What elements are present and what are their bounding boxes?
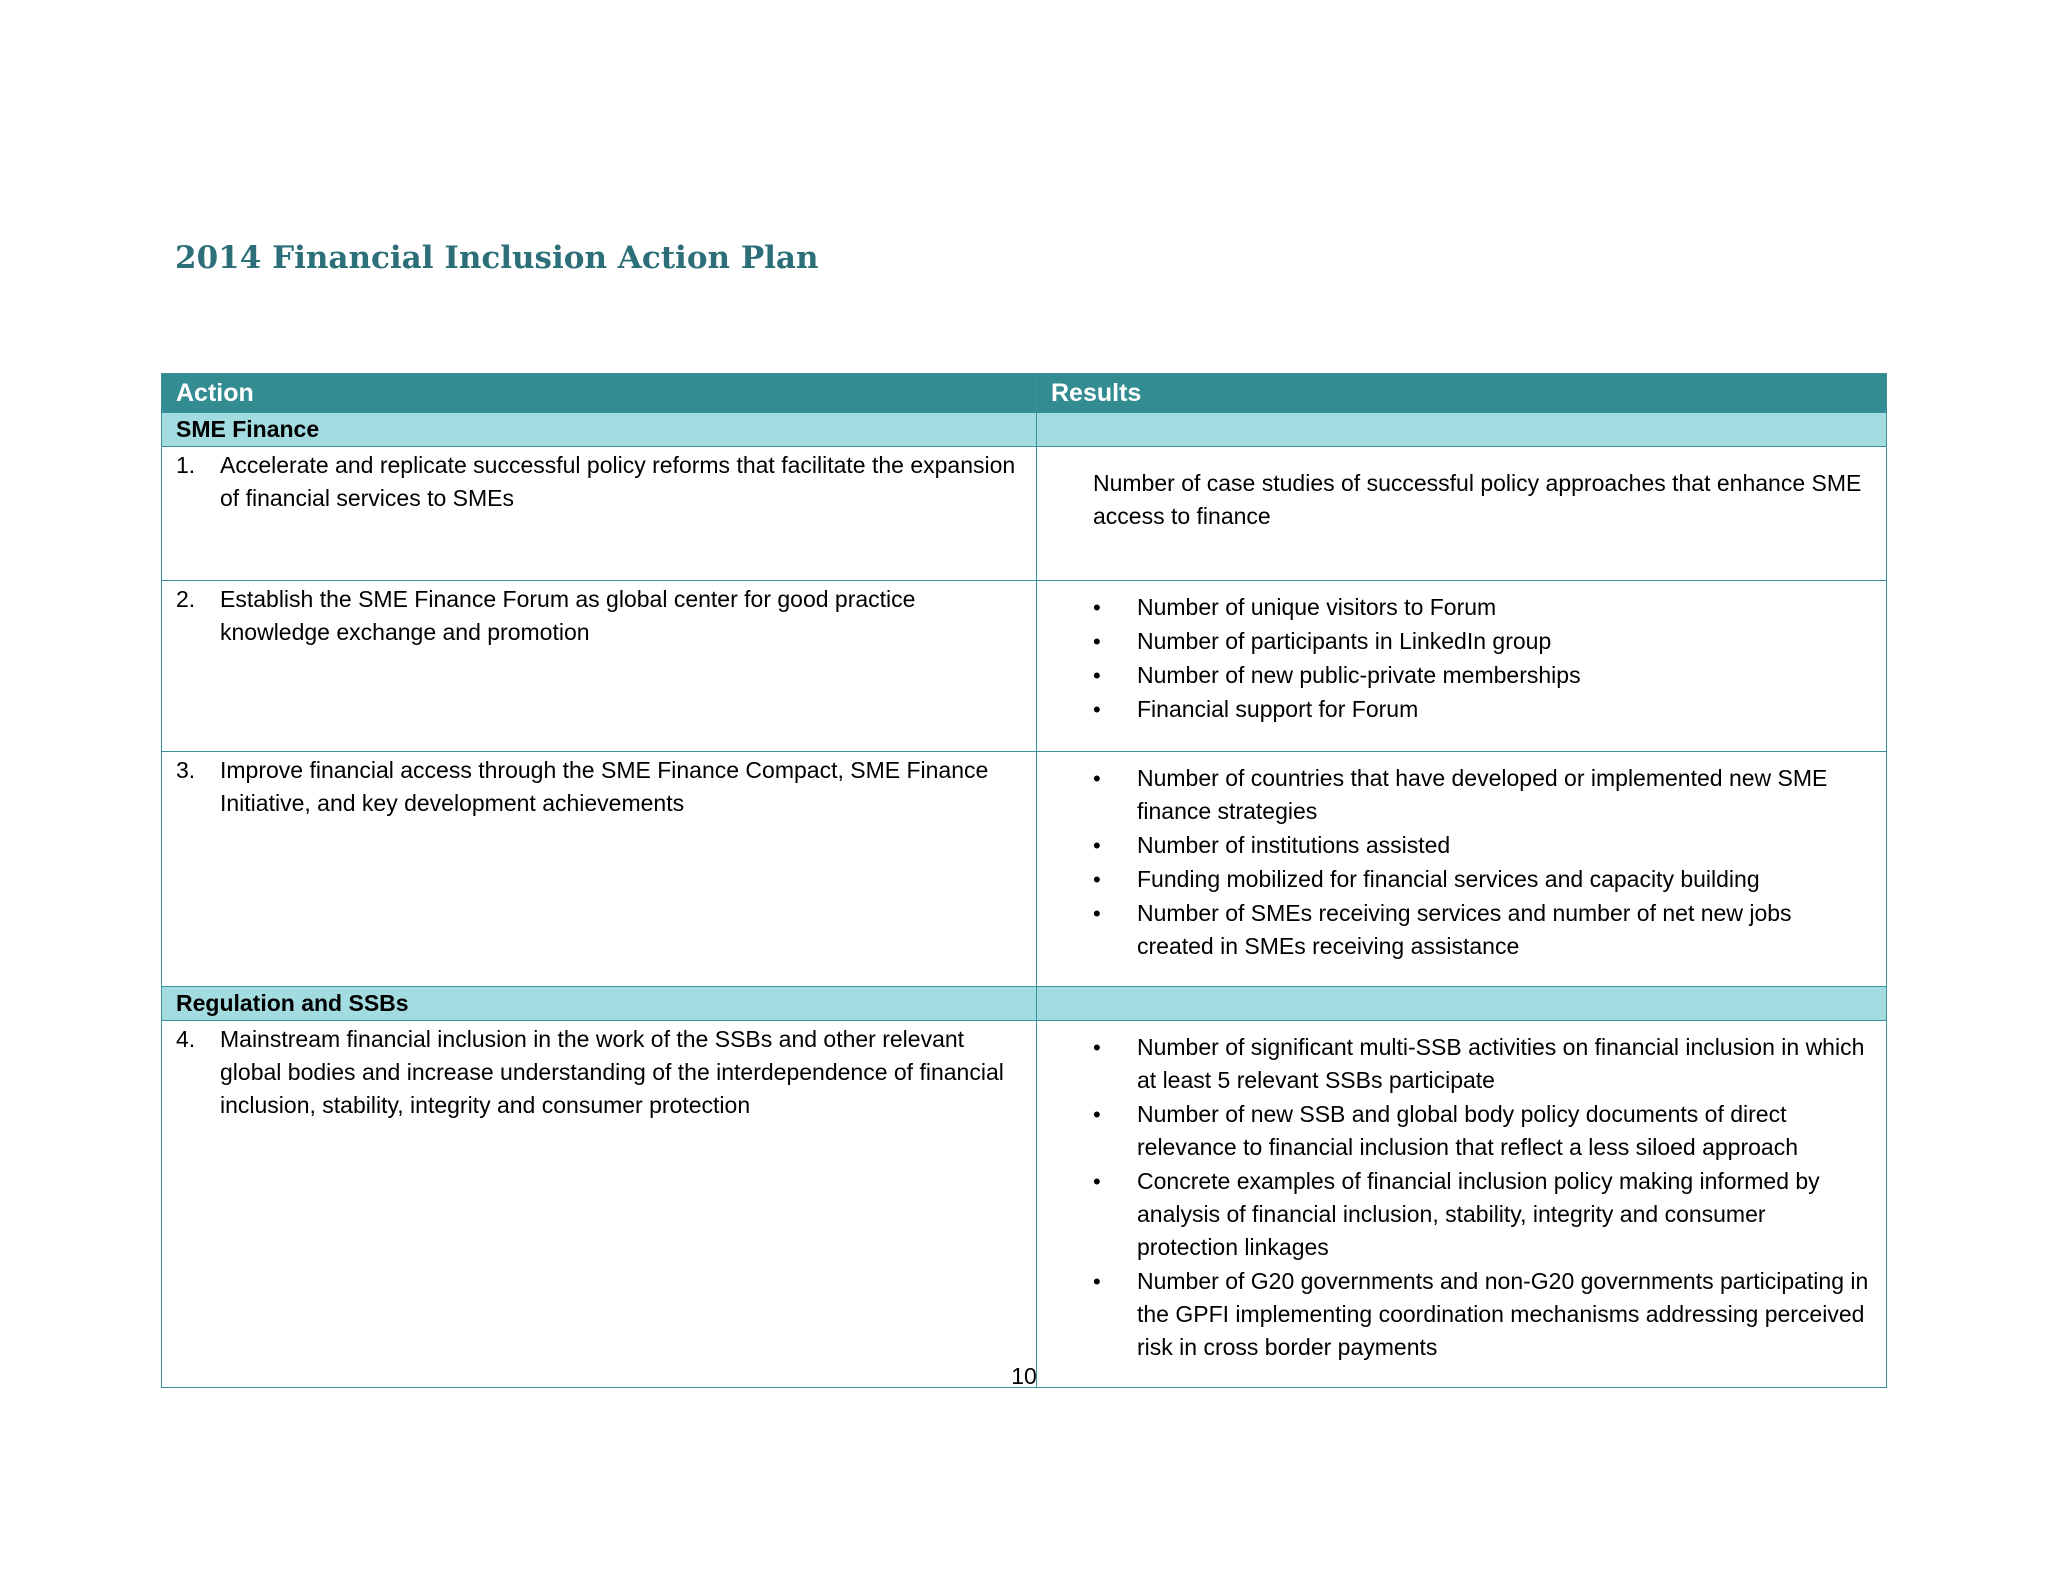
table-row: [162, 447, 1887, 581]
action-number: 2.: [176, 586, 196, 612]
action-text: Establish the SME Finance Forum as global center for good practice knowledge exchange and promotion: [220, 586, 916, 645]
table-row: [162, 1021, 1887, 1388]
result-item-text: Number of institutions assisted: [1137, 832, 1451, 858]
section-empty-cell: [1037, 413, 1887, 447]
action-number: 1.: [176, 452, 196, 478]
action-cell: [162, 581, 1037, 752]
bullet-icon: •: [1093, 595, 1101, 620]
result-item: [1093, 762, 1872, 828]
results-cell: [1037, 1021, 1887, 1388]
result-item: [1093, 1098, 1872, 1164]
section-row-sme-finance: [162, 413, 1887, 447]
result-item-text: Number of significant multi-SSB activities on financial inclusion in which at least 5 relevant SSBs participate: [1137, 1034, 1865, 1093]
result-item-text: Number of new SSB and global body policy documents of direct relevance to financial inclusion that reflect a less siloed approach: [1137, 1101, 1798, 1160]
action-plan-table: [161, 373, 1887, 1388]
results-cell: [1037, 581, 1887, 752]
result-item: [1093, 829, 1872, 862]
result-item-text: Financial support for Forum: [1137, 696, 1419, 722]
result-item-text: Number of SMEs receiving services and number of net new jobs created in SMEs receiving assistance: [1137, 900, 1792, 959]
section-label: SME Finance: [162, 413, 1037, 447]
page-title: 2014 Financial Inclusion Action Plan: [175, 240, 819, 276]
result-text: Number of case studies of successful policy approaches that enhance SME access to finance: [1093, 470, 1862, 529]
action-number: 3.: [176, 757, 196, 783]
results-cell: [1037, 447, 1887, 581]
page-number: 10: [1011, 1363, 1037, 1389]
section-empty-cell: [1037, 987, 1887, 1021]
results-cell: [1037, 752, 1887, 987]
results-list: [1093, 591, 1872, 726]
result-item-text: Number of countries that have developed or implemented new SME finance strategies: [1137, 765, 1828, 824]
bullet-icon: •: [1093, 766, 1101, 791]
bullet-icon: •: [1093, 867, 1101, 892]
action-cell: [162, 752, 1037, 987]
result-item: [1093, 1031, 1872, 1097]
action-number: 4.: [176, 1026, 196, 1052]
result-item-text: Number of participants in LinkedIn group: [1137, 628, 1552, 654]
result-item-text: Number of G20 governments and non-G20 governments participating in the GPFI implementing coordination mechanisms addressing perceived risk in cross border payments: [1137, 1268, 1869, 1360]
result-item: [1093, 693, 1872, 726]
result-item: [1093, 625, 1872, 658]
results-list: [1093, 1031, 1872, 1364]
result-item: [1093, 897, 1872, 963]
bullet-icon: •: [1093, 1169, 1101, 1194]
bullet-icon: •: [1093, 629, 1101, 654]
bullet-icon: •: [1093, 697, 1101, 722]
action-cell: [162, 1021, 1037, 1388]
action-text: Improve financial access through the SME Finance Compact, SME Finance Initiative, and key development achievements: [220, 757, 989, 816]
bullet-icon: •: [1093, 1269, 1101, 1294]
result-item-text: Funding mobilized for financial services and capacity building: [1137, 866, 1760, 892]
section-label: Regulation and SSBs: [162, 987, 1037, 1021]
result-item: [1093, 591, 1872, 624]
result-item: [1093, 1265, 1872, 1364]
bullet-icon: •: [1093, 663, 1101, 688]
result-item-text: Number of new public-private memberships: [1137, 662, 1581, 688]
action-cell: [162, 447, 1037, 581]
action-text: Accelerate and replicate successful policy reforms that facilitate the expansion of financial services to SMEs: [220, 452, 1016, 511]
bullet-icon: •: [1093, 1102, 1101, 1127]
column-header-action: Action: [162, 374, 1037, 413]
result-item: [1093, 863, 1872, 896]
result-item: [1093, 659, 1872, 692]
results-list: [1093, 762, 1872, 963]
result-item: [1093, 1165, 1872, 1264]
bullet-icon: •: [1093, 1035, 1101, 1060]
table-header-row: [162, 374, 1887, 413]
bullet-icon: •: [1093, 901, 1101, 926]
table-row: [162, 752, 1887, 987]
section-row-regulation-ssbs: [162, 987, 1887, 1021]
table-row: [162, 581, 1887, 752]
column-header-results: Results: [1037, 374, 1887, 413]
result-item-text: Number of unique visitors to Forum: [1137, 594, 1497, 620]
action-text: Mainstream financial inclusion in the work of the SSBs and other relevant global bodies and increase understanding of the interdependence of financial inclusion, stability, integrity and consumer protection: [220, 1026, 1004, 1118]
bullet-icon: •: [1093, 833, 1101, 858]
result-item-text: Concrete examples of financial inclusion policy making informed by analysis of financial inclusion, stability, integrity and consumer protection linkages: [1137, 1168, 1820, 1260]
